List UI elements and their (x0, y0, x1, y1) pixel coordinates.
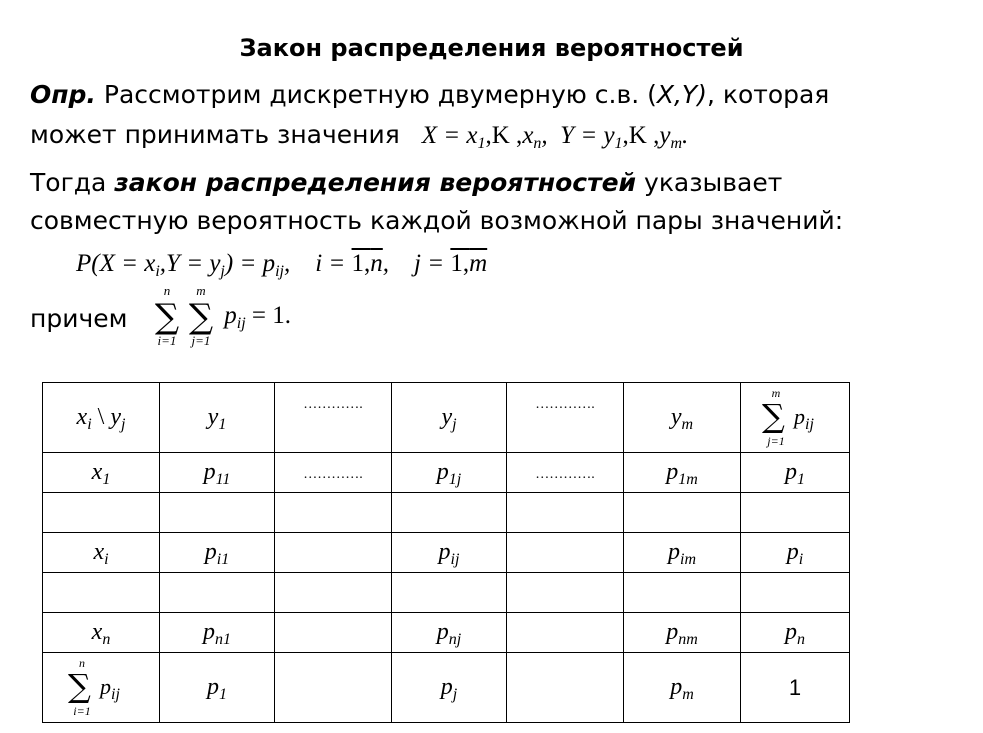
cell-pim: $p_{im}$ (624, 533, 741, 573)
cell-total: 1 (741, 653, 850, 723)
cell-pn1: $p_{n1}$ (160, 613, 275, 653)
definition-line-1 (30, 80, 829, 109)
table-row-empty (43, 493, 850, 533)
cell-column-sum-header (43, 653, 160, 723)
definition-label: Опр. (30, 80, 96, 109)
cell-x1: $x_1$ (43, 453, 160, 493)
cell-p11: $p_{11}$ (160, 453, 275, 493)
sum-symbol-j: m ∑ j=1 (188, 283, 214, 348)
definition-text-end: , которая (706, 80, 830, 109)
cell-xn: $x_n$ (43, 613, 160, 653)
cell-pij: $p_{ij}$ (392, 533, 507, 573)
cell-pm: $p_m$ (624, 653, 741, 723)
values-text: может принимать значения (30, 120, 400, 149)
table-row-xi (43, 533, 850, 573)
cell-ym: $y_m$ (624, 383, 741, 453)
cell-pnm: $p_{nm}$ (624, 613, 741, 653)
then-pre: Тогда (30, 168, 115, 197)
distribution-table (42, 382, 850, 723)
definition-line-2 (30, 120, 688, 150)
table-row-empty (43, 573, 850, 613)
then-post: указывает (636, 168, 783, 197)
cell-xi-yj: $x_i$ \ $y_j$ (43, 383, 160, 453)
cell-row-sum-header (741, 383, 850, 453)
page-title: Закон распределения вероятностей (239, 34, 744, 62)
cell-xi: $x_i$ (43, 533, 160, 573)
then-line-1 (30, 168, 782, 197)
cell-pi: $p_i$ (741, 533, 850, 573)
sum-symbol-i: n ∑ i=1 (154, 283, 180, 348)
then-line-2: совместную вероятность каждой возможной пары значений: (30, 206, 844, 235)
definition-vars: X,Y) (656, 80, 707, 109)
cell-p1m: $p_{1m}$ (624, 453, 741, 493)
table-row-column-sums (43, 653, 850, 723)
table-row-xn (43, 613, 850, 653)
table-row-header (43, 383, 850, 453)
cell-pi1: $p_{i1}$ (160, 533, 275, 573)
sum-symbol: n ∑ i=1 $p_{ij}$ (68, 655, 120, 718)
cell-pj: $p_j$ (392, 653, 507, 723)
moreover-text: причем (30, 304, 128, 333)
cell-yj: $y_j$ (392, 383, 507, 453)
definition-text: Рассмотрим дискретную двумерную с.в. ( (95, 80, 657, 109)
table-row-x1 (43, 453, 850, 493)
cell-p1j: $p_{1j}$ (392, 453, 507, 493)
cell-dots: …………. (275, 383, 392, 453)
cell-dots: …………. (275, 453, 392, 493)
cell-y1: $y_1$ (160, 383, 275, 453)
joint-probability-formula: $P(X = x_i,Y = y_j) = p_{ij}$, $i = 1,\overline{n}$, $j = 1,\overline{m}$ (76, 250, 488, 280)
values-formula: $X = x_1,K$ $,x_n$, $Y = y_1,K$ $,y_m$. (421, 122, 689, 152)
normalization-formula: n ∑ i=1 m ∑ j=1 $p_{ij} = 1$. (150, 286, 291, 346)
cell-pn: $p_n$ (741, 613, 850, 653)
cell-dots: …………. (507, 453, 624, 493)
cell-dots: …………. (507, 383, 624, 453)
cell-pnj: $p_{nj}$ (392, 613, 507, 653)
cell-p1-sum: $p_1$ (160, 653, 275, 723)
then-term: закон распределения вероятностей (114, 168, 637, 197)
cell-p1: $p_1$ (741, 453, 850, 493)
sum-symbol: m ∑ j=1 $p_{ij}$ (762, 385, 814, 448)
